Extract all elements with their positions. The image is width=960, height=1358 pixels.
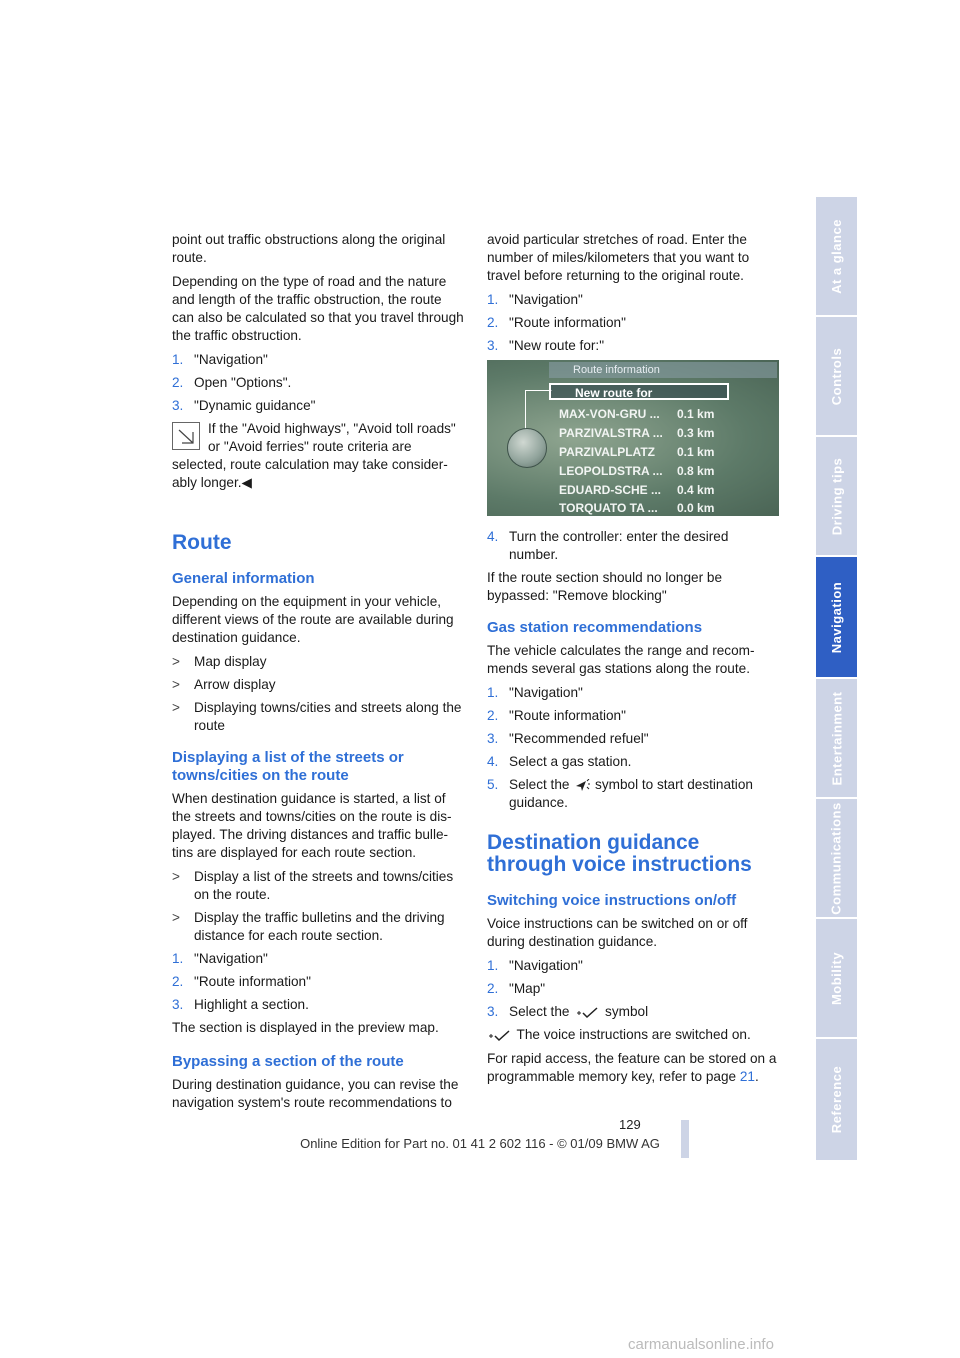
bypass-paragraph: During destination guidance, you can revise the navigation system's route recommendations to bbox=[172, 1077, 459, 1110]
steps-list-2 bbox=[172, 950, 464, 1014]
bullet-list-2 bbox=[172, 868, 464, 945]
bullet-list bbox=[172, 653, 464, 735]
tab-at-a-glance[interactable]: At a glance bbox=[816, 197, 857, 315]
watermark: carmanualsonline.info bbox=[628, 1336, 774, 1353]
controller-knob-icon bbox=[507, 428, 547, 468]
step-item: 3. Select the symbol bbox=[487, 1004, 649, 1019]
note-arrow-icon bbox=[172, 422, 200, 450]
switch-heading: Switching voice instructions on/off bbox=[487, 892, 737, 909]
list-paragraph: When destination guidance is started, a list of the streets and towns/cities on the route is dis-played. The driving distances and traffic bulle-tins are displayed for each route section. bbox=[172, 791, 452, 860]
route-information-screenshot bbox=[487, 360, 779, 516]
screen-selected-item: New route for bbox=[549, 383, 729, 400]
steps-list-3 bbox=[487, 957, 779, 1021]
screen-row: LEOPOLDSTRA ... 0.8 km bbox=[559, 464, 715, 478]
bullet-item: > Displaying towns/cities and streets along the route bbox=[172, 700, 462, 733]
route-heading: Route bbox=[172, 531, 232, 554]
step-item: 2. "Route information" bbox=[487, 708, 626, 723]
page-link[interactable]: 21 bbox=[739, 1069, 755, 1084]
bullet-item: > Display the traffic bulletins and the driving distance for each route section. bbox=[172, 910, 445, 943]
screen-row: MAX-VON-GRU ... 0.1 km bbox=[559, 407, 715, 421]
voice-check-icon bbox=[487, 1029, 513, 1041]
continued-paragraph: avoid particular stretches of road. Enter the number of miles/kilometers that you want to travel before returning to the original route. bbox=[487, 232, 750, 283]
tab-controls[interactable]: Controls bbox=[816, 317, 857, 435]
screen-row: TORQUATO TA ... 0.0 km bbox=[559, 501, 715, 515]
footer-text: Online Edition for Part no. 01 41 2 602 116 - © 01/09 BMW AG bbox=[300, 1136, 660, 1151]
step-item: 2. "Route information" bbox=[172, 974, 311, 989]
bullet-item: > Display a list of the streets and towns/cities on the route. bbox=[172, 869, 454, 902]
voice-on-paragraph: The voice instructions are switched on. bbox=[487, 1026, 779, 1044]
voice-check-icon bbox=[573, 1006, 601, 1018]
tab-reference[interactable]: Reference bbox=[816, 1039, 857, 1160]
gas-heading: Gas station recommendations bbox=[487, 619, 703, 636]
step-item: 3. "New route for:" bbox=[487, 338, 605, 353]
step-item: 1. "Navigation" bbox=[172, 352, 268, 367]
step-item: 1. "Navigation" bbox=[487, 958, 583, 973]
screen-row: EDUARD-SCHE ... 0.4 km bbox=[559, 483, 715, 497]
intro-paragraph: point out traffic obstructions along the original route. bbox=[172, 232, 446, 265]
switch-paragraph: Voice instructions can be switched on or off during destination guidance. bbox=[487, 916, 748, 949]
step-item: 3. Highlight a section. bbox=[172, 997, 309, 1012]
left-column bbox=[172, 231, 464, 1118]
pointer-line bbox=[525, 390, 552, 431]
screen-row: PARZIVALSTRA ... 0.3 km bbox=[559, 426, 715, 440]
note-paragraph: If the "Avoid highways", "Avoid toll roads" or "Avoid ferries" route criteria are selected, route calculation may take consider-ably longer.◀ bbox=[172, 421, 456, 490]
bullet-item: > Map display bbox=[172, 654, 267, 669]
steps-list bbox=[487, 291, 779, 355]
screen-row: PARZIVALPLATZ 0.1 km bbox=[559, 445, 715, 459]
bypass-heading: Bypassing a section of the route bbox=[172, 1053, 404, 1070]
destination-guidance-icon bbox=[573, 779, 591, 791]
steps-list bbox=[172, 351, 464, 415]
step-item: 4. Select a gas station. bbox=[487, 754, 632, 769]
steps-list-2 bbox=[487, 684, 779, 812]
step-item: 1. "Navigation" bbox=[487, 292, 583, 307]
step-item: 1. "Navigation" bbox=[172, 951, 268, 966]
tab-communications[interactable]: Communications bbox=[816, 799, 857, 917]
step-item: 3. "Dynamic guidance" bbox=[172, 398, 316, 413]
step-item: 4. Turn the controller: enter the desired number. bbox=[487, 529, 729, 562]
section-paragraph: The section is displayed in the preview map. bbox=[172, 1020, 439, 1035]
list-heading: Displaying a list of the streets or towns/cities on the route bbox=[172, 749, 404, 784]
voice-heading: Destination guidance through voice instructions bbox=[487, 831, 752, 876]
tab-mobility[interactable]: Mobility bbox=[816, 919, 857, 1037]
step-item: 3. "Recommended refuel" bbox=[487, 731, 649, 746]
general-heading: General information bbox=[172, 570, 315, 587]
gas-paragraph: The vehicle calculates the range and recom-mends several gas stations along the route. bbox=[487, 643, 755, 676]
step-item: 1. "Navigation" bbox=[487, 685, 583, 700]
rapid-paragraph: For rapid access, the feature can be stored on a programmable memory key, refer to page 21. bbox=[487, 1051, 777, 1084]
step-item: 2. "Map" bbox=[487, 981, 546, 996]
side-tabs bbox=[816, 197, 857, 1160]
step-item: 5. Select the symbol to start destination guidance. bbox=[487, 777, 753, 810]
screen-title: Route information bbox=[549, 362, 777, 378]
intro-paragraph-2: Depending on the type of road and the nature and length of the traffic obstruction, the route can also be calculated so that you travel through the traffic obstruction. bbox=[172, 274, 464, 343]
tab-entertainment[interactable]: Entertainment bbox=[816, 679, 857, 797]
step-item: 2. "Route information" bbox=[487, 315, 626, 330]
page-number: 129 bbox=[619, 1117, 641, 1132]
right-column bbox=[487, 231, 779, 1092]
step-item: 2. Open "Options". bbox=[172, 375, 292, 390]
general-paragraph: Depending on the equipment in your vehicle, different views of the route are available during destination guidance. bbox=[172, 594, 454, 645]
remove-paragraph: If the route section should no longer be bypassed: "Remove blocking" bbox=[487, 570, 723, 603]
tab-driving-tips[interactable]: Driving tips bbox=[816, 437, 857, 555]
bullet-item: > Arrow display bbox=[172, 677, 276, 692]
tab-navigation[interactable]: Navigation bbox=[816, 557, 857, 677]
